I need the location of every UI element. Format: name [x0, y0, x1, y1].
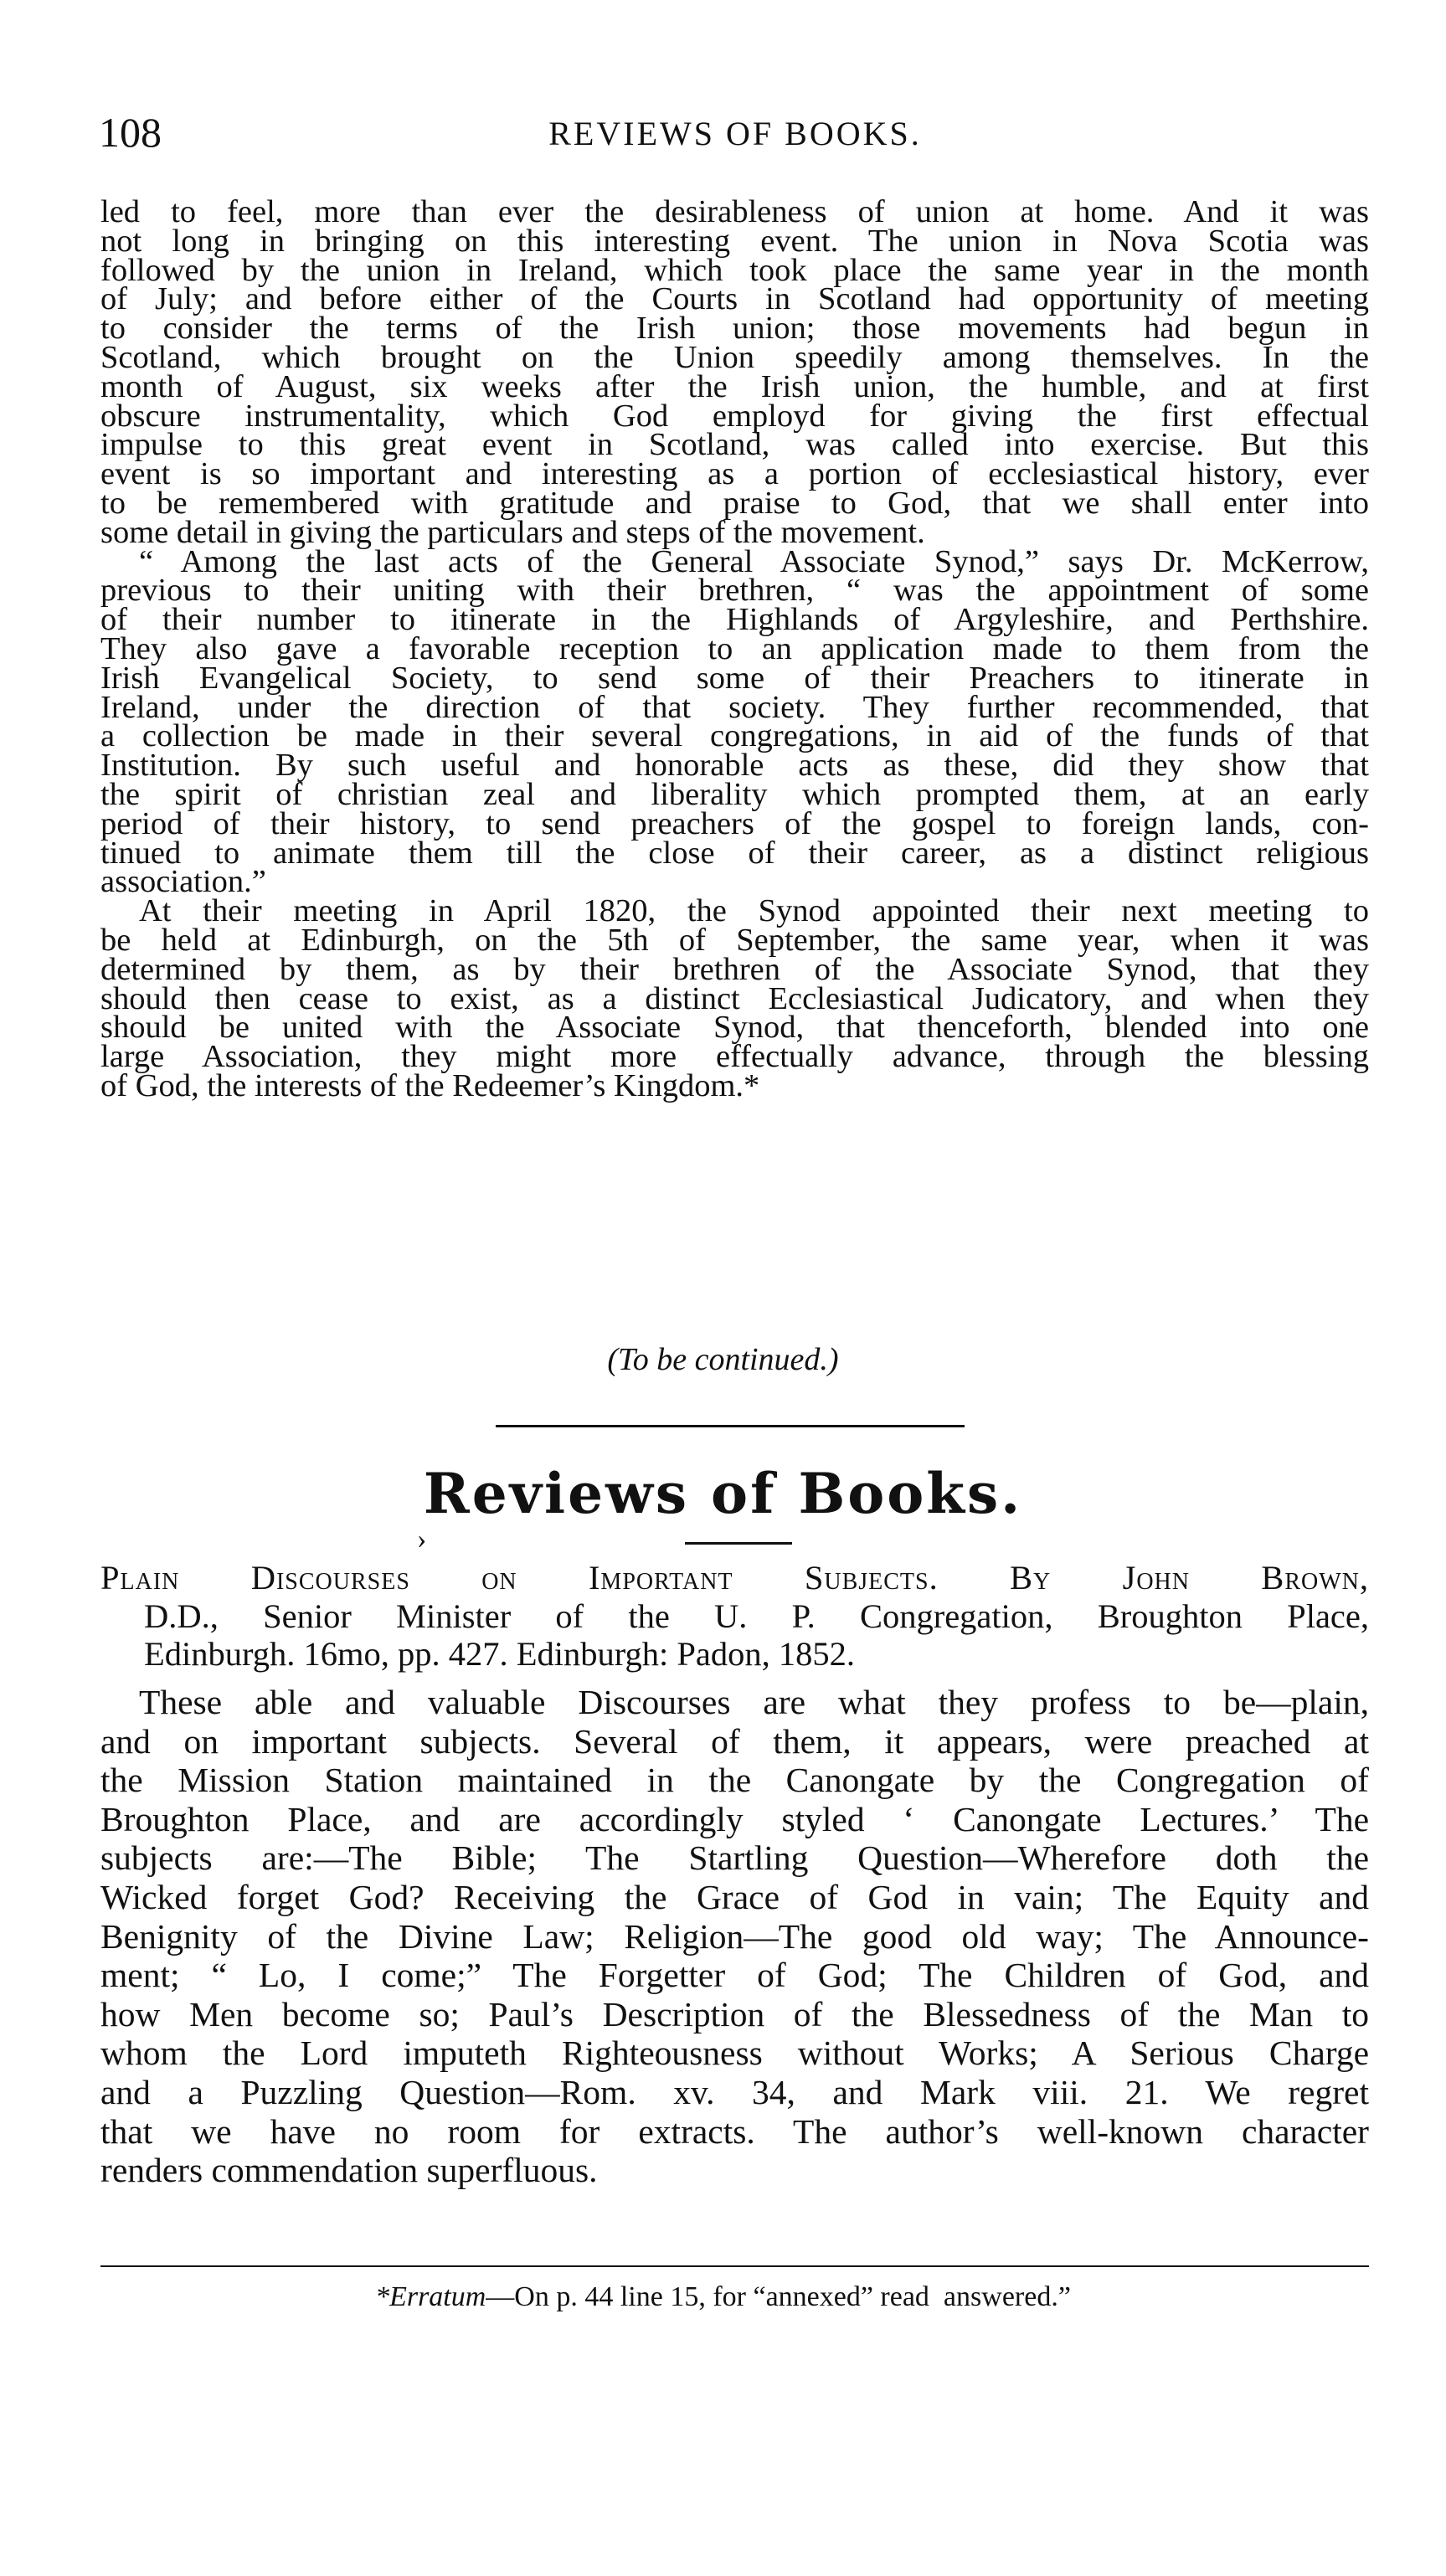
text-line: Institution. By such useful and honorable acts as these, did they show that: [100, 748, 1369, 784]
text-line: of their number to itinerate in the Highlands of Argyleshire, and Perthshire.: [100, 602, 1369, 638]
running-title: REVIEWS OF BOOKS.: [548, 115, 922, 152]
book-title-line: Plain Discourses on Important Subjects. By John Brown,: [100, 1559, 1369, 1597]
book-detail-line: Edinburgh. 16mo, pp. 427. Edinburgh: Padon, 1852.: [144, 1635, 855, 1674]
text-line: event is so important and interesting as a portion of ecclesiastical history, ever: [100, 456, 1369, 492]
section-divider-rule: [496, 1425, 965, 1427]
erratum-text: —On p. 44 line 15, for “annexed” read answered.”: [486, 2281, 1071, 2312]
text-line: month of August, six weeks after the Irish union, the humble, and at first: [100, 368, 1369, 404]
book-citation: [100, 1559, 1369, 1674]
text-line: followed by the union in Ireland, which took place the same year in the month: [100, 252, 1369, 288]
heading-ornament-mark: ›: [417, 1524, 427, 1555]
running-head: [99, 107, 1371, 157]
text-line: that we have no room for extracts. The author’s well-known character: [100, 2111, 1369, 2151]
text-line: a collection be made in their several congregations, in aid of the funds of that: [100, 718, 1369, 754]
text-line: obscure instrumentality, which God employd for giving the first effectual: [100, 398, 1369, 434]
text-line: Scotland, which brought on the Union speedily among themselves. In the: [100, 339, 1369, 375]
text-line: and on important subjects. Several of them, it appears, were preached at: [100, 1721, 1369, 1761]
text-line: Irish Evangelical Society, to send some of their Preachers to itinerate in: [100, 660, 1369, 696]
text-line: to be remembered with gratitude and praise to God, that we shall enter into: [100, 485, 1369, 521]
text-line: should be united with the Associate Synod, that thenceforth, blended into one: [100, 1010, 1369, 1046]
review-paragraph: [100, 1683, 1369, 2190]
erratum-label: *Erratum: [375, 2281, 486, 2312]
text-line: not long in bringing on this interesting event. The union in Nova Scotia was: [100, 223, 1369, 259]
text-line: Broughton Place, and are accordingly styled ‘ Canongate Lectures.’ The: [100, 1799, 1369, 1838]
text-line: “ Among the last acts of the General Associate Synod,” says Dr. McKerrow,: [139, 543, 1369, 579]
text-line: the spirit of christian zeal and liberality which prompted them, at an early: [100, 776, 1369, 812]
text-line: of God, the interests of the Redeemer’s Kingdom.*: [100, 1067, 760, 1103]
text-line: the Mission Station maintained in the Canongate by the Congregation of: [100, 1761, 1369, 1800]
text-line: They also gave a favorable reception to an application made to them from the: [100, 630, 1369, 666]
text-line: large Association, they might more effectually advance, through the blessing: [100, 1039, 1369, 1075]
text-line: Wicked forget God? Receiving the Grace of God in vain; The Equity and: [100, 1877, 1369, 1916]
text-line: of July; and before either of the Courts in Scotland had opportunity of meeting: [100, 281, 1369, 317]
article-continuation: [100, 194, 1369, 1103]
text-line: period of their history, to send preachers of the gospel to foreign lands, con-: [100, 805, 1369, 841]
text-line: tinued to animate them till the close of their career, as a distinct religious: [100, 835, 1369, 871]
text-line: some detail in giving the particulars and steps of the movement.: [100, 514, 925, 550]
text-line: impulse to this great event in Scotland, was called into exercise. But this: [100, 427, 1369, 463]
section-heading: Reviews of Books.: [423, 1461, 1023, 1526]
text-line: association.”: [100, 864, 266, 900]
text-line: ment; “ Lo, I come;” The Forgetter of God; The Children of God, and: [100, 1956, 1369, 1995]
text-line: should then cease to exist, as a distinct Ecclesiastical Judicatory, and when they: [100, 980, 1369, 1016]
to-be-continued-note: (To be continued.): [607, 1342, 839, 1377]
heading-underline-rule: [685, 1542, 792, 1545]
text-line: be held at Edinburgh, on the 5th of September, the same year, when it was: [100, 922, 1369, 958]
text-line: Ireland, under the direction of that society. They further recommended, that: [100, 689, 1369, 725]
text-line: determined by them, as by their brethren of the Associate Synod, that they: [100, 951, 1369, 987]
text-line: and a Puzzling Question—Rom. xv. 34, and Mark viii. 21. We regret: [100, 2072, 1369, 2111]
text-line: how Men become so; Paul’s Description of the Blessedness of the Man to: [100, 1994, 1369, 2034]
page-number: 108: [99, 109, 162, 156]
text-line: to consider the terms of the Irish union; those movements had begun in: [100, 311, 1369, 347]
text-line: renders commendation superfluous.: [100, 2151, 598, 2190]
text-line: These able and valuable Discourses are what they profess to be—plain,: [139, 1683, 1369, 1721]
erratum-footnote: [0, 2280, 1446, 2314]
text-line: led to feel, more than ever the desirableness of union at home. And it was: [100, 194, 1369, 229]
book-detail-line: D.D., Senior Minister of the U. P. Congregation, Broughton Place,: [144, 1597, 1369, 1635]
footnote-rule: [100, 2265, 1369, 2267]
text-line: previous to their uniting with their brethren, “ was the appointment of some: [100, 573, 1369, 609]
text-line: subjects are:—The Bible; The Startling Question—Wherefore doth the: [100, 1838, 1369, 1878]
text-line: Benignity of the Divine Law; Religion—The good old way; The Announce-: [100, 1916, 1369, 1956]
text-line: At their meeting in April 1820, the Synod appointed their next meeting to: [139, 893, 1369, 929]
text-line: whom the Lord imputeth Righteousness without Works; A Serious Charge: [100, 2034, 1369, 2073]
